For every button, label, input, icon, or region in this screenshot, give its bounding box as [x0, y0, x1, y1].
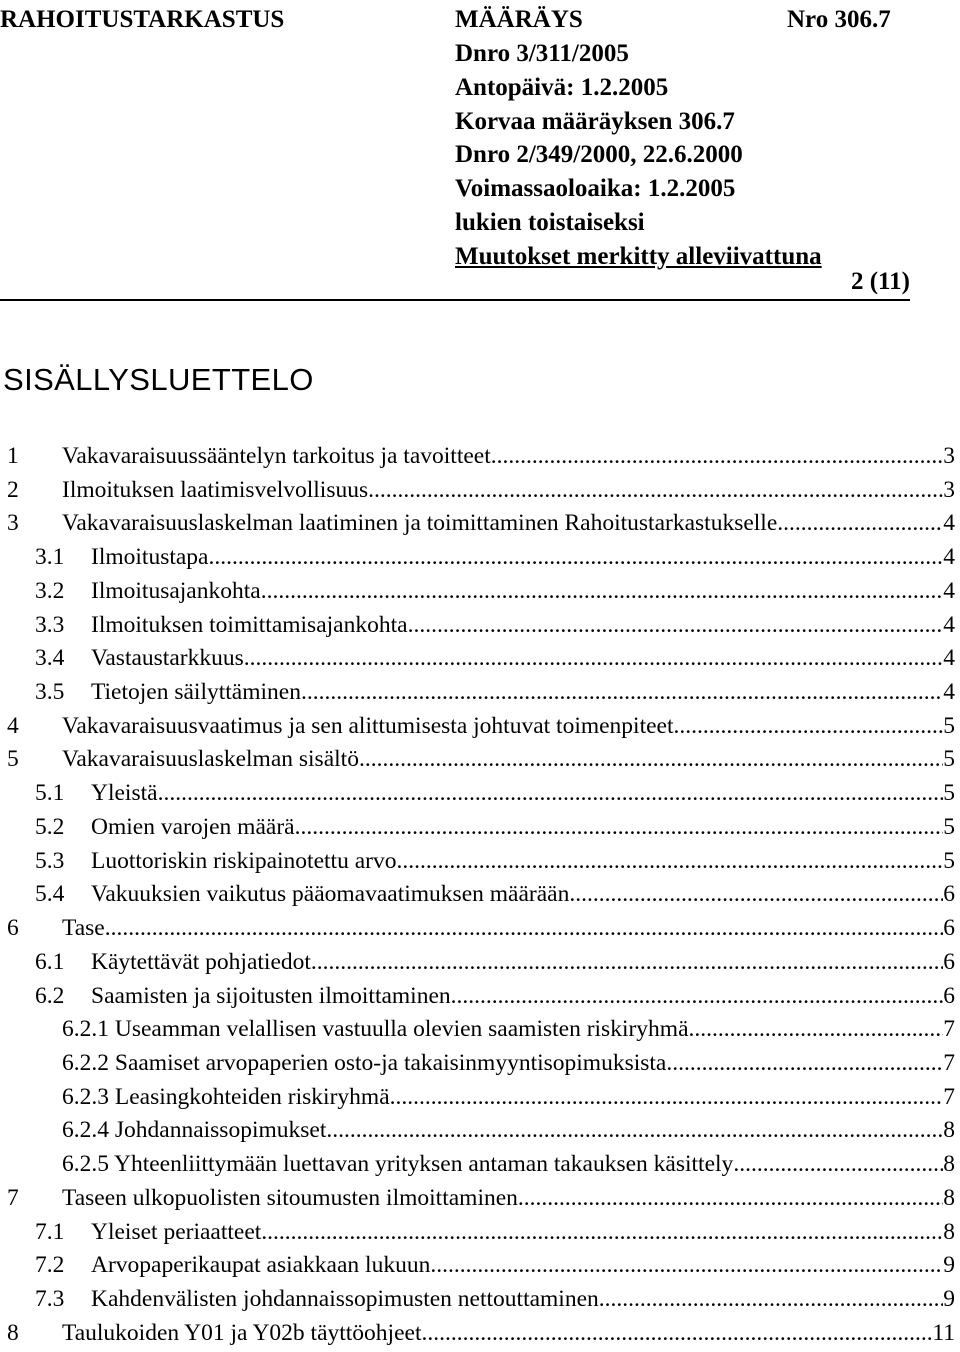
toc-entry-line [62, 1013, 955, 1047]
toc-entry-line [91, 1249, 955, 1283]
toc-entry-page: 5 [943, 847, 955, 874]
page-number: 2 (11) [850, 268, 910, 295]
dot-leader [208, 541, 943, 575]
toc-entry-number: 6 [7, 915, 19, 942]
toc-entry-label: Arvopaperikaupat asiakkaan lukuun [91, 1252, 431, 1279]
toc-entry-page: 5 [943, 780, 955, 807]
toc-entry-line [91, 575, 955, 609]
toc-entry[interactable] [0, 845, 955, 879]
dot-leader [261, 1216, 943, 1250]
dot-leader [733, 1148, 943, 1182]
toc-entry-page: 4 [943, 577, 955, 604]
dot-leader [301, 676, 943, 710]
header-line: lukien toistaiseksi [455, 208, 645, 236]
toc-entry-label: Ilmoitusajankohta [91, 577, 261, 604]
dot-leader [491, 440, 944, 474]
toc-entry-label: Ilmoitustapa [91, 544, 209, 571]
toc-entry[interactable] [0, 642, 955, 676]
toc-entry-line [91, 946, 955, 980]
dot-leader [689, 1013, 944, 1047]
table-of-contents [0, 440, 955, 1350]
toc-entry[interactable] [0, 777, 955, 811]
document-number: Nro 306.7 [787, 6, 891, 33]
toc-entry[interactable] [0, 1013, 955, 1047]
toc-entry[interactable] [0, 980, 955, 1014]
toc-entry-number: 7 [7, 1184, 19, 1211]
toc-entry-line [62, 507, 955, 541]
toc-entry-line [91, 980, 955, 1014]
header-line: Dnro 3/311/2005 [455, 40, 629, 67]
toc-entry-page: 6 [943, 881, 955, 908]
toc-entry-number: 7.1 [35, 1218, 65, 1245]
toc-entry-line [62, 912, 955, 946]
toc-entry-number: 3.4 [35, 645, 65, 672]
toc-entry[interactable] [0, 878, 955, 912]
toc-entry-number: 5 [7, 746, 19, 773]
toc-entry[interactable] [0, 575, 955, 609]
toc-entry-label: Vakavaraisuuslaskelman laatiminen ja toimittaminen Rahoitustarkastukselle. [62, 510, 784, 537]
toc-entry-number: 5.3 [35, 847, 65, 874]
toc-entry-line [62, 1182, 955, 1216]
toc-entry-line [91, 845, 955, 879]
toc-entry-label: Tietojen säilyttäminen [91, 679, 301, 706]
dot-leader [666, 1047, 943, 1081]
toc-entry-label: Kahdenvälisten johdannaissopimusten nettouttaminen [91, 1285, 599, 1312]
toc-entry[interactable] [0, 1249, 955, 1283]
dot-leader [244, 642, 944, 676]
toc-entry[interactable] [0, 710, 955, 744]
toc-entry-number: 3.3 [35, 611, 65, 638]
toc-entry-label: Vastaustarkkuus [91, 645, 244, 672]
toc-entry-label: Vakavaraisuuslaskelman sisältö [62, 746, 359, 773]
dot-leader [368, 474, 943, 508]
toc-entry-line [91, 878, 955, 912]
toc-title: SISÄLLYSLUETTELO [3, 362, 314, 397]
toc-entry-number: 3 [7, 510, 19, 537]
toc-entry-line [62, 1047, 955, 1081]
toc-entry-number: 2 [7, 476, 19, 503]
toc-entry-page: 7 [943, 1016, 955, 1043]
toc-entry[interactable] [0, 1317, 955, 1351]
toc-entry[interactable] [0, 1216, 955, 1250]
toc-entry-page: 6 [943, 915, 955, 942]
toc-entry-number: 3.2 [35, 577, 65, 604]
dot-leader [518, 1182, 943, 1216]
dot-leader [674, 710, 944, 744]
toc-entry-label: Käytettävät pohjatiedot [91, 948, 311, 975]
dot-leader [599, 1283, 943, 1317]
toc-entry-label: Yleistä [91, 780, 158, 807]
toc-entry-line [62, 1114, 955, 1148]
toc-entry-page: 6 [943, 982, 955, 1009]
toc-entry-page: 3 [943, 476, 955, 503]
toc-entry-line [62, 440, 955, 474]
toc-entry-number: 6.1 [35, 948, 65, 975]
dot-leader [359, 743, 943, 777]
toc-entry-line [91, 642, 955, 676]
toc-entry-page: 5 [943, 712, 955, 739]
toc-entry-page: 4 [943, 645, 955, 672]
dot-leader [390, 1081, 944, 1115]
toc-entry-number: 5.1 [35, 780, 65, 807]
toc-entry-number: 7.3 [35, 1285, 65, 1312]
toc-entry-number: 3.1 [35, 544, 65, 571]
toc-entry-number: 3.5 [35, 679, 65, 706]
toc-entry-page: 5 [943, 746, 955, 773]
toc-entry[interactable] [0, 1182, 955, 1216]
dot-leader [105, 912, 944, 946]
toc-entry-line [62, 1081, 955, 1115]
header-details [455, 37, 822, 274]
toc-entry-page: 4 [943, 544, 955, 571]
toc-entry-line [91, 1283, 955, 1317]
dot-leader [311, 946, 943, 980]
toc-entry-page: 9 [943, 1252, 955, 1279]
toc-entry[interactable] [0, 507, 955, 541]
toc-entry-label: 6.2.4 Johdannaissopimukset [62, 1117, 327, 1144]
toc-entry-page: 8 [943, 1184, 955, 1211]
toc-entry-label: Ilmoituksen laatimisvelvollisuus [62, 476, 369, 503]
toc-entry[interactable] [0, 743, 955, 777]
toc-entry-label: Taulukoiden Y01 ja Y02b täyttöohjeet [62, 1319, 422, 1346]
toc-entry-page: 8 [943, 1117, 955, 1144]
toc-entry[interactable] [0, 1114, 955, 1148]
toc-entry-label: Tase [62, 915, 105, 942]
toc-entry-number: 4 [7, 712, 19, 739]
toc-entry-line [62, 710, 955, 744]
toc-entry-line [62, 474, 955, 508]
header-line: Dnro 2/349/2000, 22.6.2000 [455, 141, 743, 169]
dot-leader [430, 1249, 943, 1283]
header-rule [0, 299, 910, 301]
toc-entry-number: 6.2 [35, 982, 65, 1009]
toc-entry-page: 7 [943, 1049, 955, 1076]
toc-entry[interactable] [0, 811, 955, 845]
toc-entry-label: 6.2.2 Saamiset arvopaperien osto-ja takaisinmyyntisopimuksista [62, 1049, 667, 1076]
toc-entry-label: Ilmoituksen toimittamisajankohta [91, 611, 408, 638]
toc-entry-page: 3 [943, 443, 955, 469]
toc-entry-label: 6.2.5 Yhteenliittymään luettavan yrityksen antaman takauksen käsittely [62, 1151, 734, 1178]
toc-entry[interactable] [0, 946, 955, 980]
dot-leader [451, 980, 944, 1014]
toc-entry-label: Saamisten ja sijoitusten ilmoittaminen [91, 982, 451, 1009]
toc-entry-page: 8 [943, 1218, 955, 1245]
toc-entry-page: 6 [943, 948, 955, 975]
toc-entry-page: 9 [943, 1285, 955, 1312]
toc-entry[interactable] [0, 609, 955, 643]
toc-entry-line [62, 743, 955, 777]
toc-entry-label: 6.2.3 Leasingkohteiden riskiryhmä [62, 1083, 390, 1110]
toc-entry-page: 5 [943, 813, 955, 840]
toc-entry-number: 8 [7, 1319, 19, 1346]
toc-entry-page: 11 [932, 1319, 955, 1346]
toc-entry-label: Yleiset periaatteet [91, 1218, 262, 1245]
toc-entry[interactable] [0, 440, 955, 474]
dot-leader [158, 777, 944, 811]
toc-entry-line [91, 676, 955, 710]
toc-entry-line [91, 777, 955, 811]
header-line: Korvaa määräyksen 306.7 [455, 107, 735, 135]
toc-entry-label: Vakuuksien vaikutus pääomavaatimuksen määrään [91, 881, 570, 908]
toc-entry-page: 4 [943, 510, 955, 537]
toc-entry-label: Taseen ulkopuolisten sitoumusten ilmoittaminen [62, 1184, 518, 1211]
toc-entry-page: 8 [943, 1151, 955, 1178]
toc-entry[interactable] [0, 1148, 955, 1182]
dot-leader [396, 845, 943, 879]
dot-leader [783, 507, 943, 541]
toc-entry-label: Omien varojen määrä [91, 813, 295, 840]
toc-entry-line [91, 1216, 955, 1250]
header-line: Voimassaoloaika: 1.2.2005 [455, 175, 736, 203]
toc-entry-number: 1 [7, 443, 19, 469]
toc-entry-line [91, 541, 955, 575]
toc-entry-page: 7 [943, 1083, 955, 1110]
toc-entry-line [91, 811, 955, 845]
changes-note: Muutokset merkitty alleviivattuna [455, 242, 822, 270]
toc-entry-label: 6.2.1 Useamman velallisen vastuulla olevien saamisten riskiryhmä [62, 1016, 689, 1043]
toc-entry-line [62, 1148, 955, 1182]
toc-entry-label: Vakavaraisuussääntelyn tarkoitus ja tavoitteet [62, 443, 491, 469]
toc-entry-number: 5.2 [35, 813, 65, 840]
toc-entry[interactable] [0, 1047, 955, 1081]
organization-name: RAHOITUSTARKASTUS [0, 6, 285, 33]
toc-entry[interactable] [0, 1081, 955, 1115]
toc-entry[interactable] [0, 474, 955, 508]
dot-leader [569, 878, 943, 912]
toc-entry-label: Vakavaraisuusvaatimus ja sen alittumisesta johtuvat toimenpiteet [62, 712, 674, 739]
toc-entry[interactable] [0, 912, 955, 946]
toc-entry-line [91, 609, 955, 643]
dot-leader [295, 811, 944, 845]
toc-entry-label: Luottoriskin riskipainotettu arvo [91, 847, 397, 874]
toc-entry-number: 5.4 [35, 881, 65, 908]
dot-leader [421, 1317, 932, 1351]
document-type: MÄÄRÄYS [455, 6, 583, 33]
header-line: Antopäivä: 1.2.2005 [455, 73, 669, 101]
toc-entry[interactable] [0, 1283, 955, 1317]
dot-leader [326, 1114, 943, 1148]
toc-entry-number: 7.2 [35, 1252, 65, 1279]
toc-entry-page: 4 [943, 679, 955, 706]
toc-entry-line [62, 1317, 955, 1351]
toc-entry-page: 4 [943, 611, 955, 638]
dot-leader [261, 575, 944, 609]
toc-entry[interactable] [0, 541, 955, 575]
toc-entry[interactable] [0, 676, 955, 710]
dot-leader [408, 609, 944, 643]
